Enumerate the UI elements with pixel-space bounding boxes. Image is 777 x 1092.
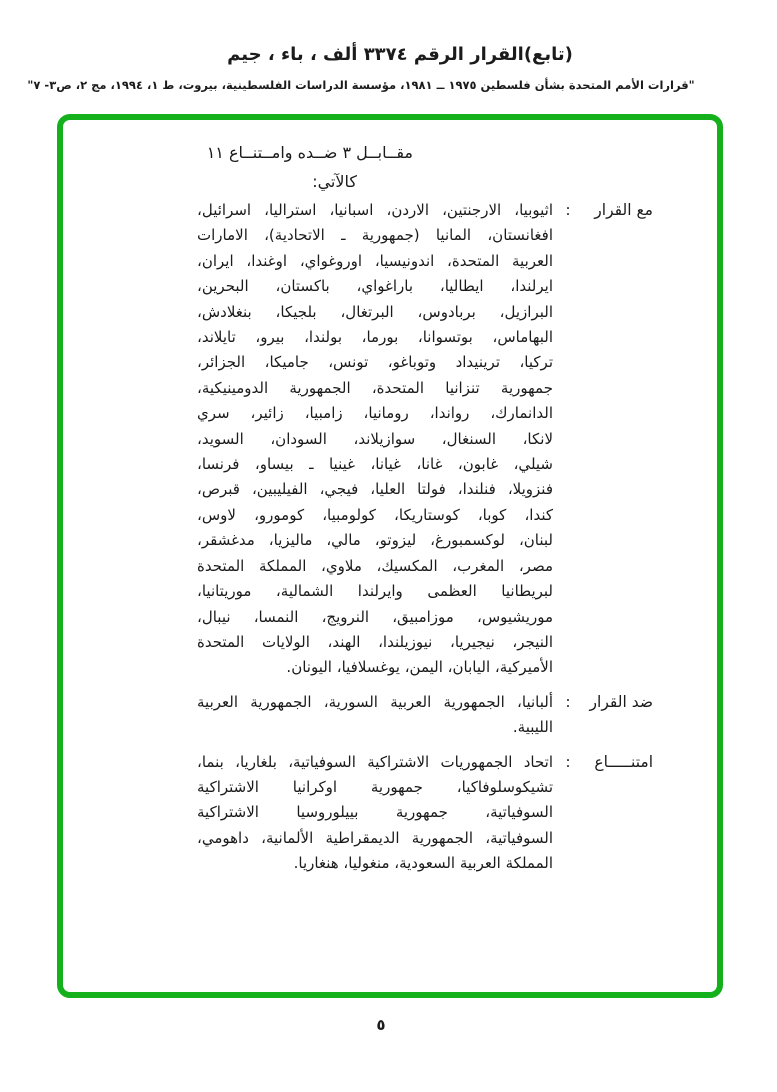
country-line: السوفياتية، الجمهورية الديمقراطية الألمانية، داهومي، <box>197 828 553 847</box>
country-list <box>197 750 553 877</box>
country-line: البهاماس، بوتسوانا، بورما، بولندا، بيرو، تايلاند، <box>197 328 553 347</box>
country-line: جمهورية تنزانيا المتحدة، الجمهورية الدومينيكية، <box>197 378 553 397</box>
country-line: المملكة العربية السعودية، منغوليا، هنغاريا. <box>293 854 553 873</box>
country-line: موريشيوس، موزامبيق، النرويج، النمسا، نيبال، <box>197 607 553 626</box>
country-line: فنزويلا، فنلندا، فولتا العليا، فيجي، الفيليبين، قبرص، <box>197 480 553 499</box>
country-line: تركيا، ترينيداد وتوباغو، تونس، جاميكا، الجزائر، <box>197 353 553 372</box>
page-number: ٥ <box>376 1016 386 1034</box>
vote-section <box>197 690 653 741</box>
label-colon: : <box>565 752 571 771</box>
vote-sections-container <box>197 198 653 886</box>
country-line: مصر، المغرب، المكسيك، ملاوي، المملكة المتحدة <box>197 556 553 575</box>
country-line: ألبانيا، الجمهورية العربية السورية، الجمهورية العربية <box>197 692 553 711</box>
country-line: لانكا، السنغال، سوازيلاند، السودان، السويد، <box>197 429 553 448</box>
country-line: العربية المتحدة، اندونيسيا، اوروغواي، اوغندا، ايران، <box>197 251 553 270</box>
country-list <box>197 690 553 741</box>
country-line: شيلي، غابون، غانا، غيانا، غينيا ـ بيساو، فرنسا، <box>197 455 553 474</box>
country-line: الأميركية، اليابان، اليمن، يوغسلافيا، اليونان. <box>286 658 553 677</box>
vote-label: امتنـــــاع <box>594 752 653 771</box>
country-line: النيجر، نيجيريا، نيوزيلندا، الهند، الولايات المتحدة <box>197 632 553 651</box>
vote-section <box>197 750 653 877</box>
country-line: السوفياتية، جمهورية بييلوروسيا الاشتراكية <box>197 803 553 822</box>
country-line: كندا، كوبا، كوستاريكا، كولومبيا، كومورو، لاوس، <box>197 505 553 524</box>
country-line: افغانستان، المانيا (جمهورية ـ الاتحادية)، الامارات <box>197 226 553 245</box>
country-line: اتحاد الجمهوريات الاشتراكية السوفياتية، بلغاريا، بنما، <box>197 752 553 771</box>
country-list <box>197 198 553 681</box>
vote-summary-line: مقــابــل ٣ ضــده وامــتنــاع ١١ <box>206 143 413 162</box>
as-follows-line: كالآتي: <box>312 172 357 191</box>
country-line: لبنان، لوكسمبورغ، ليزوتو، مالي، ماليزيا، مدغشقر، <box>197 531 553 550</box>
country-line: البرازيل، بربادوس، البرتغال، بلجيكا، بنغلادش، <box>197 302 553 321</box>
label-colon: : <box>565 201 571 219</box>
vote-label: ضد القرار <box>589 692 653 711</box>
vote-section <box>197 198 653 681</box>
country-line: تشيكوسلوفاكيا، جمهورية اوكرانيا الاشتراكية <box>197 777 553 796</box>
country-line: ايرلندا، ايطاليا، باراغواي، باكستان، البحرين، <box>197 277 553 296</box>
country-line: اثيوبيا، الارجنتين، الاردن، اسبانيا، استراليا، اسرائيل، <box>197 201 553 219</box>
vote-label: مع القرار <box>594 201 653 219</box>
source-citation-line: "قرارات الأمم المتحدة بشأن فلسطين ١٩٧٥ ــ ١٩٨١، مؤسسة الدراسات الفلسطينية، بيروت، ط ١، ١٩٩٤، مج ٢، ص٣- ٧" <box>27 78 695 92</box>
label-colon: : <box>565 692 571 711</box>
country-line: الليبية. <box>512 718 553 737</box>
country-line: الدانمارك، رواندا، رومانيا، زامبيا، زائير، سري <box>197 404 553 423</box>
country-line: لبريطانيا العظمى وايرلندا الشمالية، موريتانيا، <box>197 582 553 601</box>
page-title: (تابع)القرار الرقم ٣٣٧٤ ألف ، باء ، جيم <box>227 44 573 65</box>
